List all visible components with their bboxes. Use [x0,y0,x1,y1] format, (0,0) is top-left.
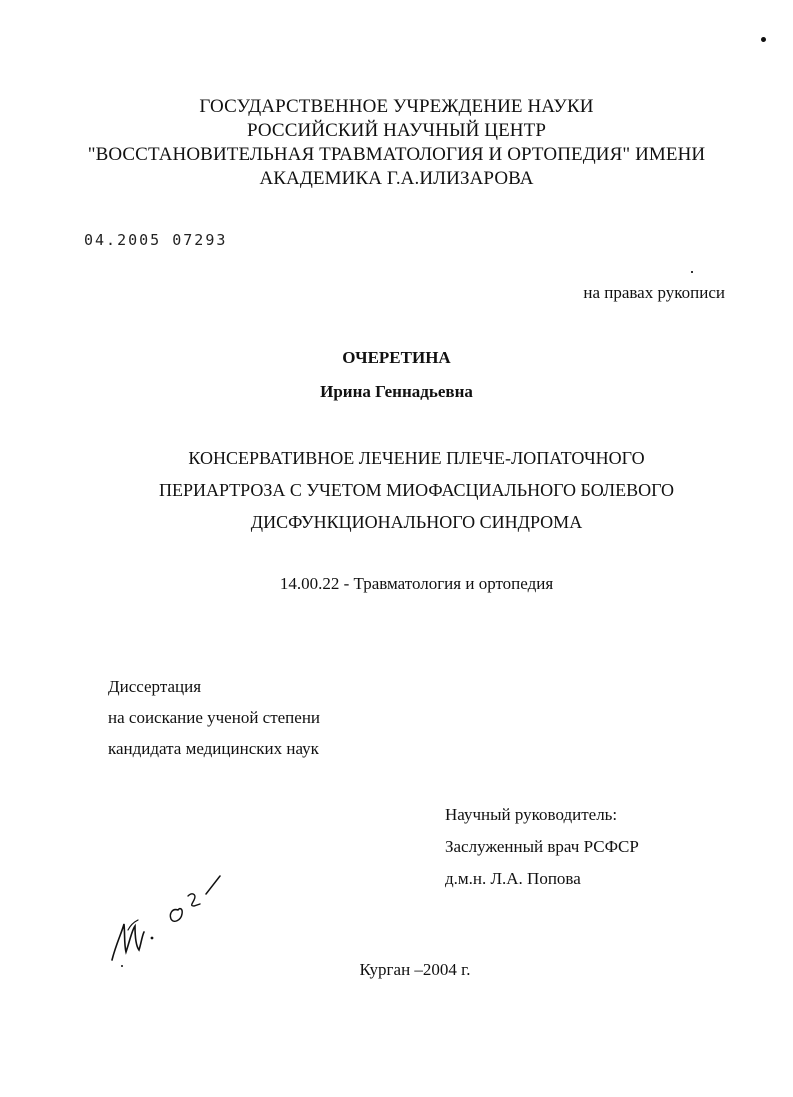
degree-line: кандидата медицинских наук [108,739,319,758]
degree-line: на соискание ученой степени [108,708,321,727]
supervisor-block [445,799,639,895]
author-surname: ОЧЕРЕТИНА [342,348,451,367]
city-year: Курган –2004 г. [359,960,471,979]
supervisor-line: д.м.н. Л.А. Попова [445,869,581,888]
institution-line: ГОСУДАРСТВЕННОЕ УЧРЕЖДЕНИЕ НАУКИ [199,96,594,117]
registration-stamp-number: 04.2005 07293 [84,231,228,249]
corner-dot-mark [761,37,766,42]
institution-line: "ВОССТАНОВИТЕЛЬНАЯ ТРАВМАТОЛОГИЯ И ОРТОПЕДИЯ" ИМЕНИ [87,144,706,165]
specialty-code: 14.00.22 - Травматология и ортопедия [279,574,554,593]
handwritten-signature [108,872,233,972]
thesis-title [0,442,793,538]
supervisor-line: Научный руководитель: [445,805,618,824]
scan-speck [691,271,693,273]
rights-note: на правах рукописи [583,283,725,302]
degree-block [108,671,320,764]
institution-line: АКАДЕМИКА Г.А.ИЛИЗАРОВА [259,168,534,189]
author-given-name: Ирина Геннадьевна [320,382,473,401]
thesis-title-line: ДИСФУНКЦИОНАЛЬНОГО СИНДРОМА [250,512,583,532]
thesis-title-line: КОНСЕРВАТИВНОЕ ЛЕЧЕНИЕ ПЛЕЧЕ-ЛОПАТОЧНОГО [188,448,645,468]
institution-header [0,95,793,191]
supervisor-line: Заслуженный врач РСФСР [445,837,639,856]
institution-line: РОССИЙСКИЙ НАУЧНЫЙ ЦЕНТР [246,120,547,141]
thesis-title-line: ПЕРИАРТРОЗА С УЧЕТОМ МИОФАСЦИАЛЬНОГО БОЛЕВОГО [158,480,675,500]
degree-line: Диссертация [108,677,202,696]
